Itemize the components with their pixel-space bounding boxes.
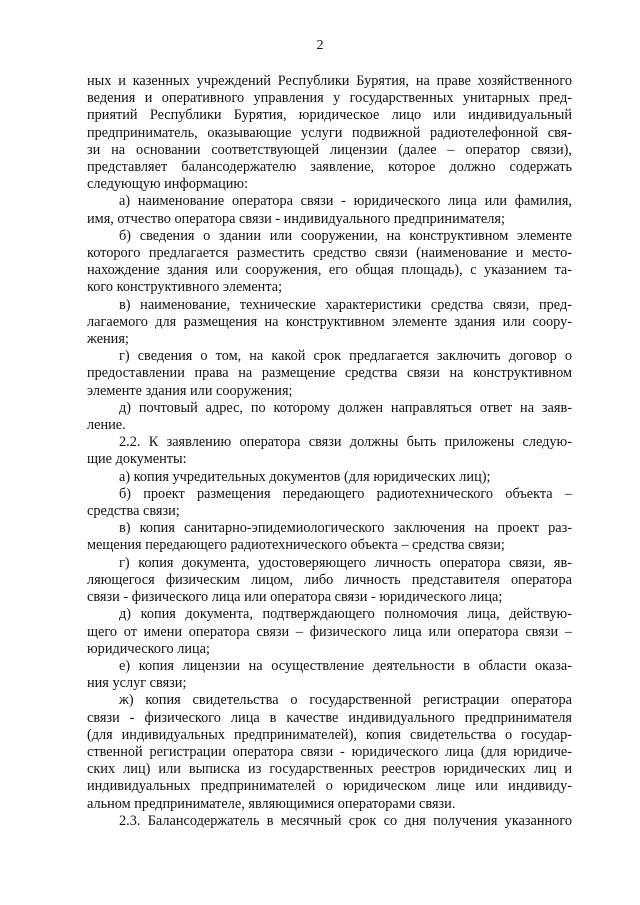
text-line: б) проект размещения передающего радиотехнического объекта – [119,485,572,502]
page-number: 2 [316,38,324,53]
text-line: мещения передающего радиотехнического объекта – средства связи; [87,537,505,554]
text-line: ских лиц) или выписка из государственных реестров юридических лиц и [87,761,572,778]
text-line: в) наименование, технические характеристики средства связи, пред- [119,296,572,313]
text-line: юридического лица; [87,640,210,657]
text-line: г) сведения о том, на какой срок предлагается заключить договор о [119,348,572,365]
text-line: в) копия санитарно-эпидемиологического заключения на проект раз- [119,520,572,537]
text-line: лагаемого для размещения на конструктивном элементе здания или соору- [87,313,572,330]
text-line: предоставлении права на размещение средства связи на конструктивном [87,365,572,382]
text-line: индивидуальных предпринимателей о юридическом лице или индивиду- [87,778,572,795]
text-line: 2.2. К заявлению оператора связи должны быть приложены следую- [119,434,572,451]
text-line: зи на основании соответствующей лицензии (далее – оператор связи), [87,141,572,158]
text-line: ственной регистрации оператора связи - юридического лица (для юридиче- [87,743,572,760]
text-line: приятий Республики Бурятия, юридическое лицо или индивидуальный [87,107,572,124]
text-line: которого предлагается разместить средство связи (наименование и место- [87,245,572,262]
text-line: альном предпринимателе, являющимися операторами связи. [87,795,456,812]
text-line: ния услуг связи; [87,675,187,692]
text-line: средства связи; [87,503,180,520]
text-line: щие документы: [87,451,187,468]
text-line: щего от имени оператора связи – физического лица или оператора связи – [87,623,572,640]
text-line: ление. [87,417,126,434]
text-line: ляющегося физическим лицом, либо личность представителя оператора [87,571,572,588]
text-line: г) копия документа, удостоверяющего личность оператора связи, яв- [119,554,572,571]
text-line: представляет балансодержателю заявление, которое должно содержать [87,159,572,176]
text-line: кого конструктивного элемента; [87,279,283,296]
text-line: нахождение здания или сооружения, его общая площадь), с указанием та- [87,262,572,279]
text-line: связи - физического лица в качестве индивидуального предпринимателя [87,709,572,726]
document-body [87,73,572,830]
text-line: имя, отчество оператора связи - индивидуального предпринимателя; [87,210,505,227]
text-line: а) копия учредительных документов (для юридических лиц); [119,468,491,485]
text-line: предприниматель, оказывающие услуги подвижной радиотелефонной свя- [87,124,572,141]
text-line: д) почтовый адрес, по которому должен направляться ответ на заяв- [119,399,572,416]
text-line: элементе здания или сооружения; [87,382,293,399]
text-line: е) копия лицензии на осуществление деятельности в области оказа- [119,657,572,674]
text-line: жения; [87,331,129,348]
text-line: ведения и оперативного управления у государственных унитарных пред- [87,90,572,107]
text-line: ж) копия свидетельства о государственной регистрации оператора [119,692,572,709]
text-line: (для индивидуальных предпринимателей), копия свидетельства о государ- [87,726,572,743]
text-line: следующую информацию: [87,176,249,193]
text-line: б) сведения о здании или сооружении, на конструктивном элементе [119,227,572,244]
text-line: ных и казенных учреждений Республики Бурятия, на праве хозяйственного [87,73,572,89]
text-line: д) копия документа, подтверждающего полномочия лица, действую- [119,606,572,623]
text-line: а) наименование оператора связи - юридического лица или фамилия, [119,193,572,210]
text-line: связи - физического лица или оператора связи - юридического лица; [87,589,503,606]
text-line: 2.3. Балансодержатель в месячный срок со дня получения указанного [119,812,572,829]
